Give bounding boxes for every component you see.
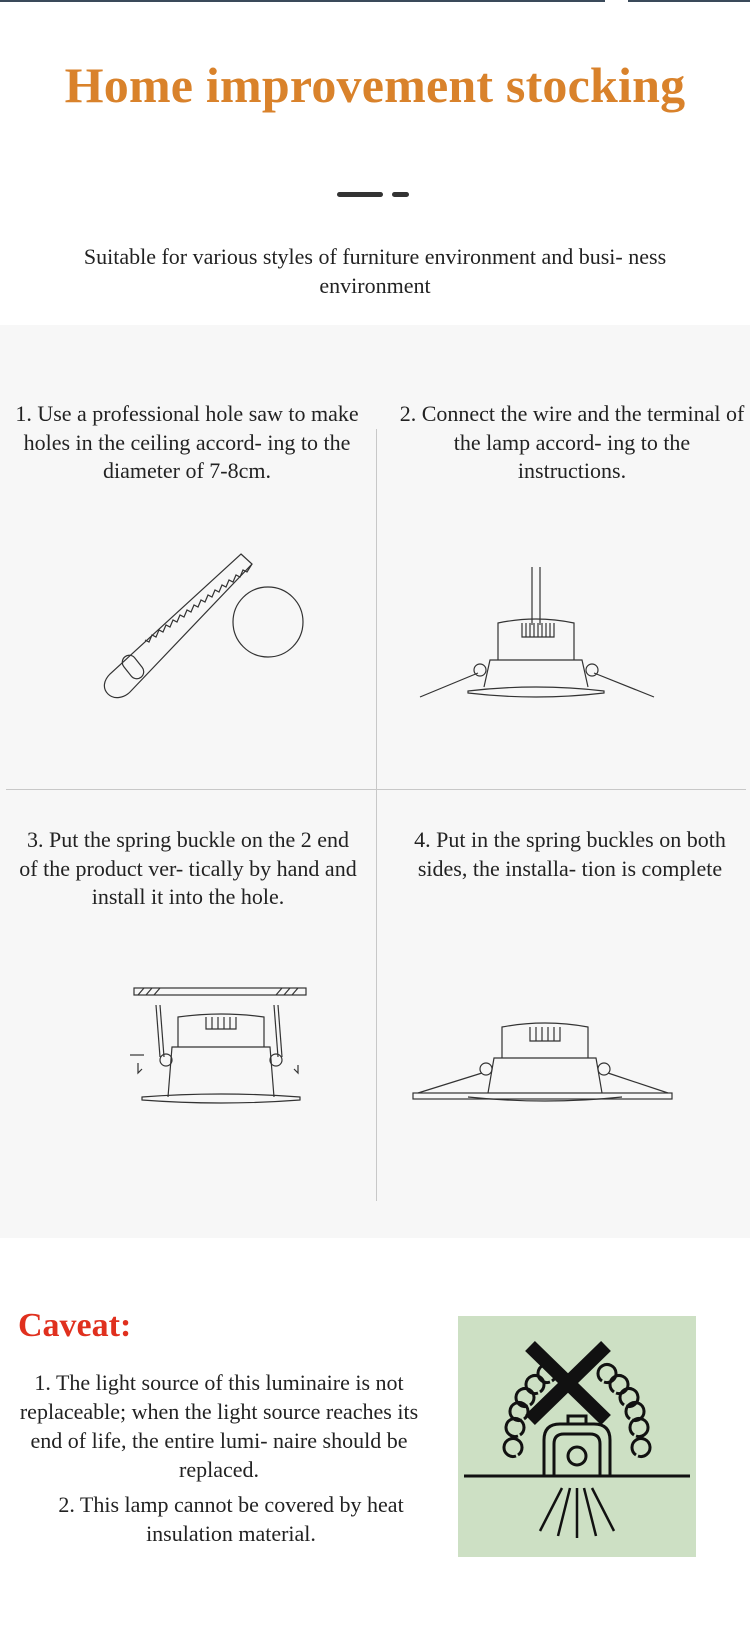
top-rule-right bbox=[628, 0, 750, 2]
installation-steps-panel bbox=[0, 325, 750, 1238]
caveat-item-2: 2. This lamp cannot be covered by heat insulation material. bbox=[58, 1492, 404, 1546]
downlight-wired-icon bbox=[418, 565, 658, 700]
no-cover-warning-icon bbox=[458, 1316, 696, 1557]
downlight-spring-icon bbox=[126, 985, 311, 1110]
title-divider-long bbox=[337, 192, 383, 197]
hole-saw-icon bbox=[100, 550, 310, 710]
step-4-text: 4. Put in the spring buckles on both sides, the installa- tion is complete bbox=[414, 827, 726, 881]
caveat-item-1: 1. The light source of this luminaire is not replaceable; when the light source reaches its end of life, the entire lumi- naire should be replaced. bbox=[19, 1370, 419, 1482]
page-subtitle: Suitable for various styles of furniture environment and busi- ness environment bbox=[83, 244, 667, 298]
page-title: Home improvement stocking bbox=[64, 57, 686, 113]
title-divider-short bbox=[392, 192, 409, 197]
top-rule-left bbox=[0, 0, 605, 2]
step-1-text: 1. Use a professional hole saw to make holes in the ceiling accord- ing to the diameter of 7-8cm. bbox=[15, 401, 359, 483]
grid-vertical-divider bbox=[376, 429, 377, 1201]
grid-horizontal-divider bbox=[6, 789, 746, 790]
caveat-title: Caveat: bbox=[18, 1307, 132, 1344]
step-3-text: 3. Put the spring buckle on the 2 end of the product ver- tically by hand and install it into the hole. bbox=[19, 827, 357, 909]
step-2-text: 2. Connect the wire and the terminal of the lamp accord- ing to the instructions. bbox=[399, 401, 745, 483]
downlight-installed-icon bbox=[410, 1013, 675, 1113]
